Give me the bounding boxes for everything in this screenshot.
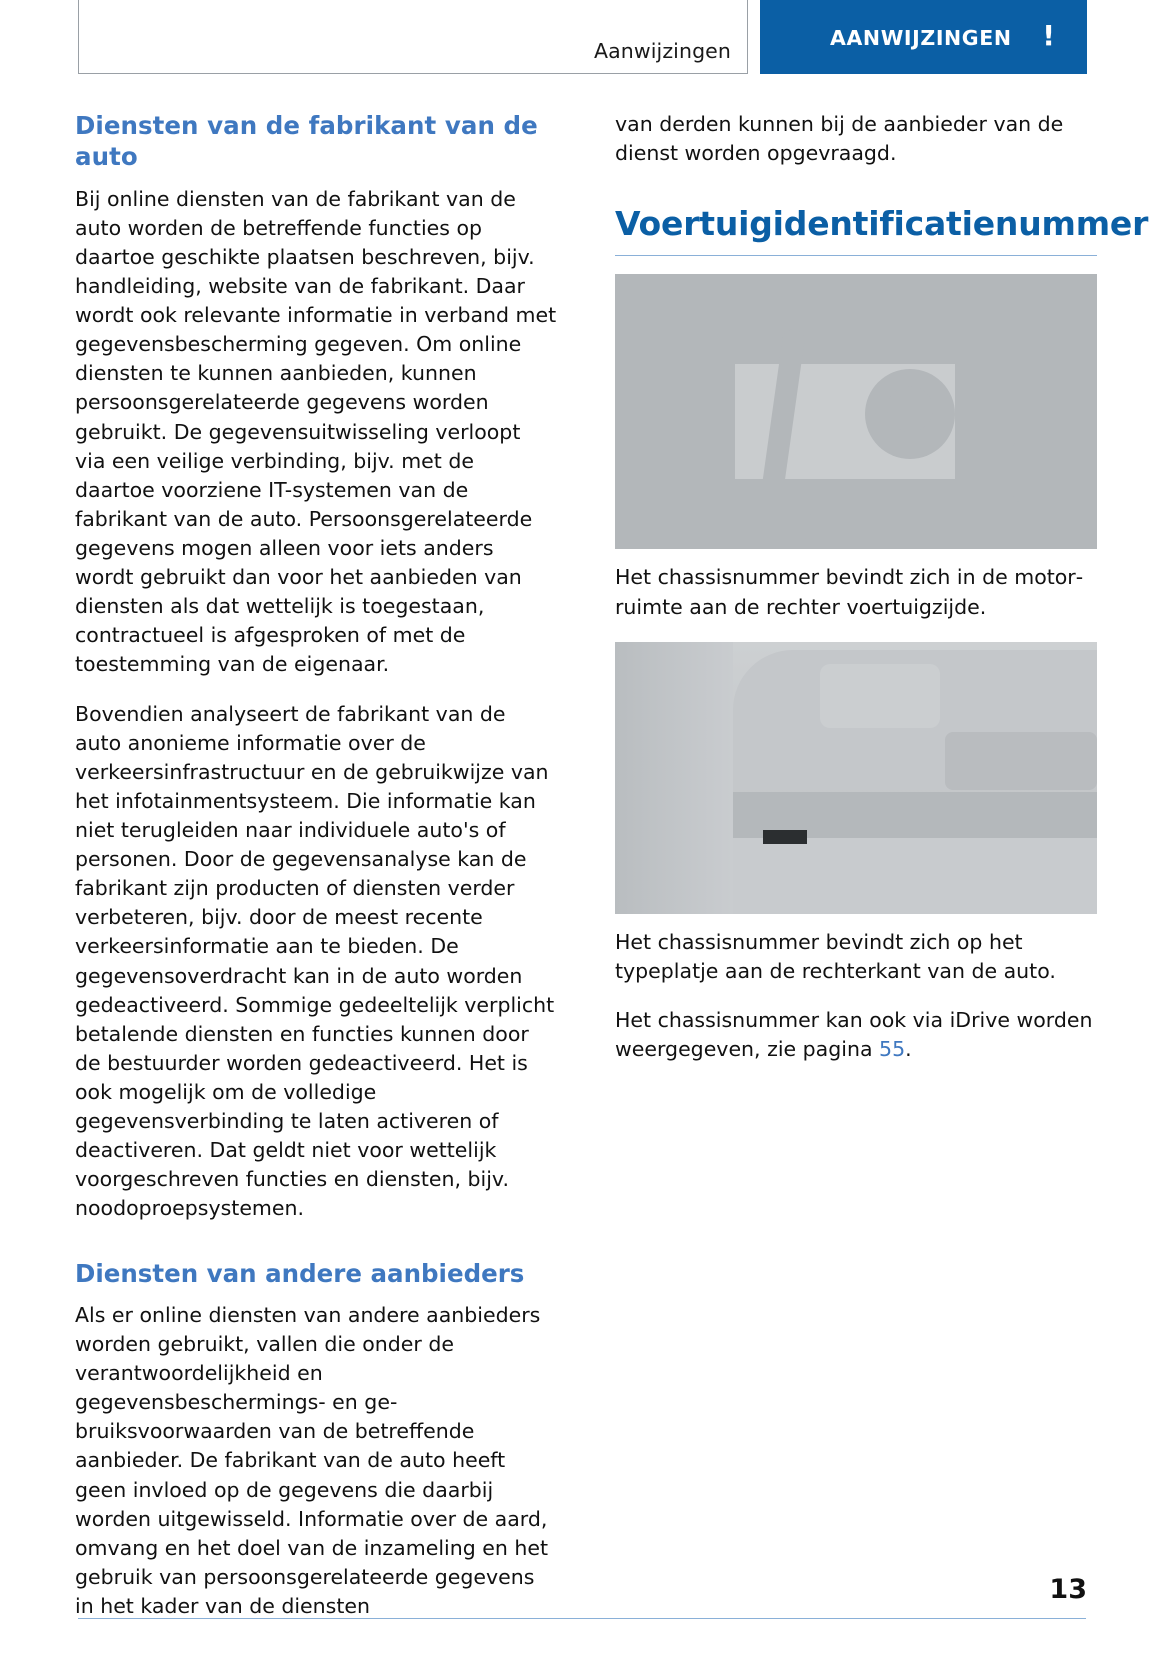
section-title-services-manufacturer: Diensten van de fabrikant van de auto (75, 111, 538, 172)
figure-shape (733, 838, 1097, 914)
breadcrumb-box (78, 0, 748, 74)
caption-idrive-text-after: . (905, 1037, 912, 1062)
caption-idrive-text-before: Het chassisnummer kan ook via iDrive worden weergegeven, zie pagina (615, 1007, 1093, 1062)
page-footer (0, 1563, 1165, 1653)
page-header (0, 0, 1165, 76)
paragraph-services-manufacturer-1: Bij online diensten van de fabrikant van de auto worden de betreffende functies op daartoe geschikte plaatsen beschreven, bijv. handleiding, website van de fabrikant. Daar wordt ook relevante informatie in verband met gegevensbescherming gegeven. Om online diensten te kunnen aanbieden, kunnen persoonsgerelateerde gegevens worden gebruikt. De gegevensuitwisseling verloopt via een veilige verbinding, bijv. met de daartoe voorziene IT-systemen van de fabrikant van de auto. Persoonsgerelateerde gegevens mogen alleen voor iets anders wordt gebruikt dan voor het aanbieden van diensten als dat wettelijk is toegestaan, contractueel is afgesproken of met de toestemming van de eigenaar. (75, 186, 557, 677)
exclamation-icon: ! (1042, 19, 1055, 52)
caption-type-plate: Het chassisnummer bevindt zich op het typeplatje aan de rechterkant van de auto. (615, 929, 1056, 983)
footer-divider (78, 1618, 1086, 1619)
paragraph-continued: van derden kunnen bij de aanbieder van de dienst worden opgevraagd. (615, 112, 1064, 166)
page-reference-link[interactable]: 55 (879, 1037, 906, 1062)
figure-type-plate (763, 830, 807, 844)
breadcrumb: Aanwijzingen (593, 39, 731, 63)
figure-shape (805, 514, 839, 544)
chapter-title-vin: Voertuigidentificatienummer (615, 204, 1149, 244)
right-column (615, 110, 1149, 1064)
figure-shape (615, 274, 735, 549)
paragraph-services-manufacturer-2: Bovendien analyseert de fabrikant van de auto anonieme informatie over de verkeersinfrastructuur en de gebruikwijze van het infotainmentsysteem. Die informatie kan niet terugleiden naar individuele auto's of personen. Door de gegevensanalyse kan de fabrikant zijn producten of diensten verder verbeteren, bijv. door de meest recente verkeersinformatie aan te bieden. De gegevensoverdracht kan in de auto worden gedeactiveerd. Sommige gedeeltelijk verplicht betalende diensten en functies kunnen door de bestuurder worden gedeactiveerd. Het is ook mogelijk om de volledige gegevensverbinding te laten activeren of deactiveren. Dat geldt niet voor wettelijk voorgeschreven functies en diensten, bijv. noodoproepsystemen. (75, 701, 555, 1221)
figure-engine-compartment (615, 274, 1097, 549)
figure-shape (820, 664, 940, 728)
figure-shape (1013, 442, 1057, 502)
section-title-other-providers: Diensten van andere aanbieders (75, 1258, 525, 1288)
caption-idrive-reference (615, 1006, 1097, 1064)
chapter-tab (760, 0, 1087, 74)
figure-shape (945, 732, 1097, 790)
figure-shape (615, 642, 733, 914)
chapter-title-divider (615, 254, 1097, 256)
paragraph-other-providers: Als er online diensten van andere aanbieders worden gebruikt, vallen die onder de verantwoordelijkheid en gegevensbeschermings- en gebruiksvoorwaarden van de betreffende aanbieder. De fabrikant van de auto heeft geen invloed op de gegevens die daarbij worden uitgewisseld. Informatie over de aard, omvang en het doel van de inzameling en het gebruik van persoonsgerelateerde gegevens in het kader van de diensten (75, 1302, 549, 1618)
left-column (75, 110, 557, 1621)
page-number: 13 (1049, 1574, 1087, 1605)
chapter-tab-label: AANWIJZINGEN (830, 26, 1012, 50)
caption-engine-compartment: Het chassisnummer bevindt zich in de motorruimte aan de rechter voertuigzijde. (615, 565, 1084, 619)
figure-door-sill (615, 642, 1097, 914)
